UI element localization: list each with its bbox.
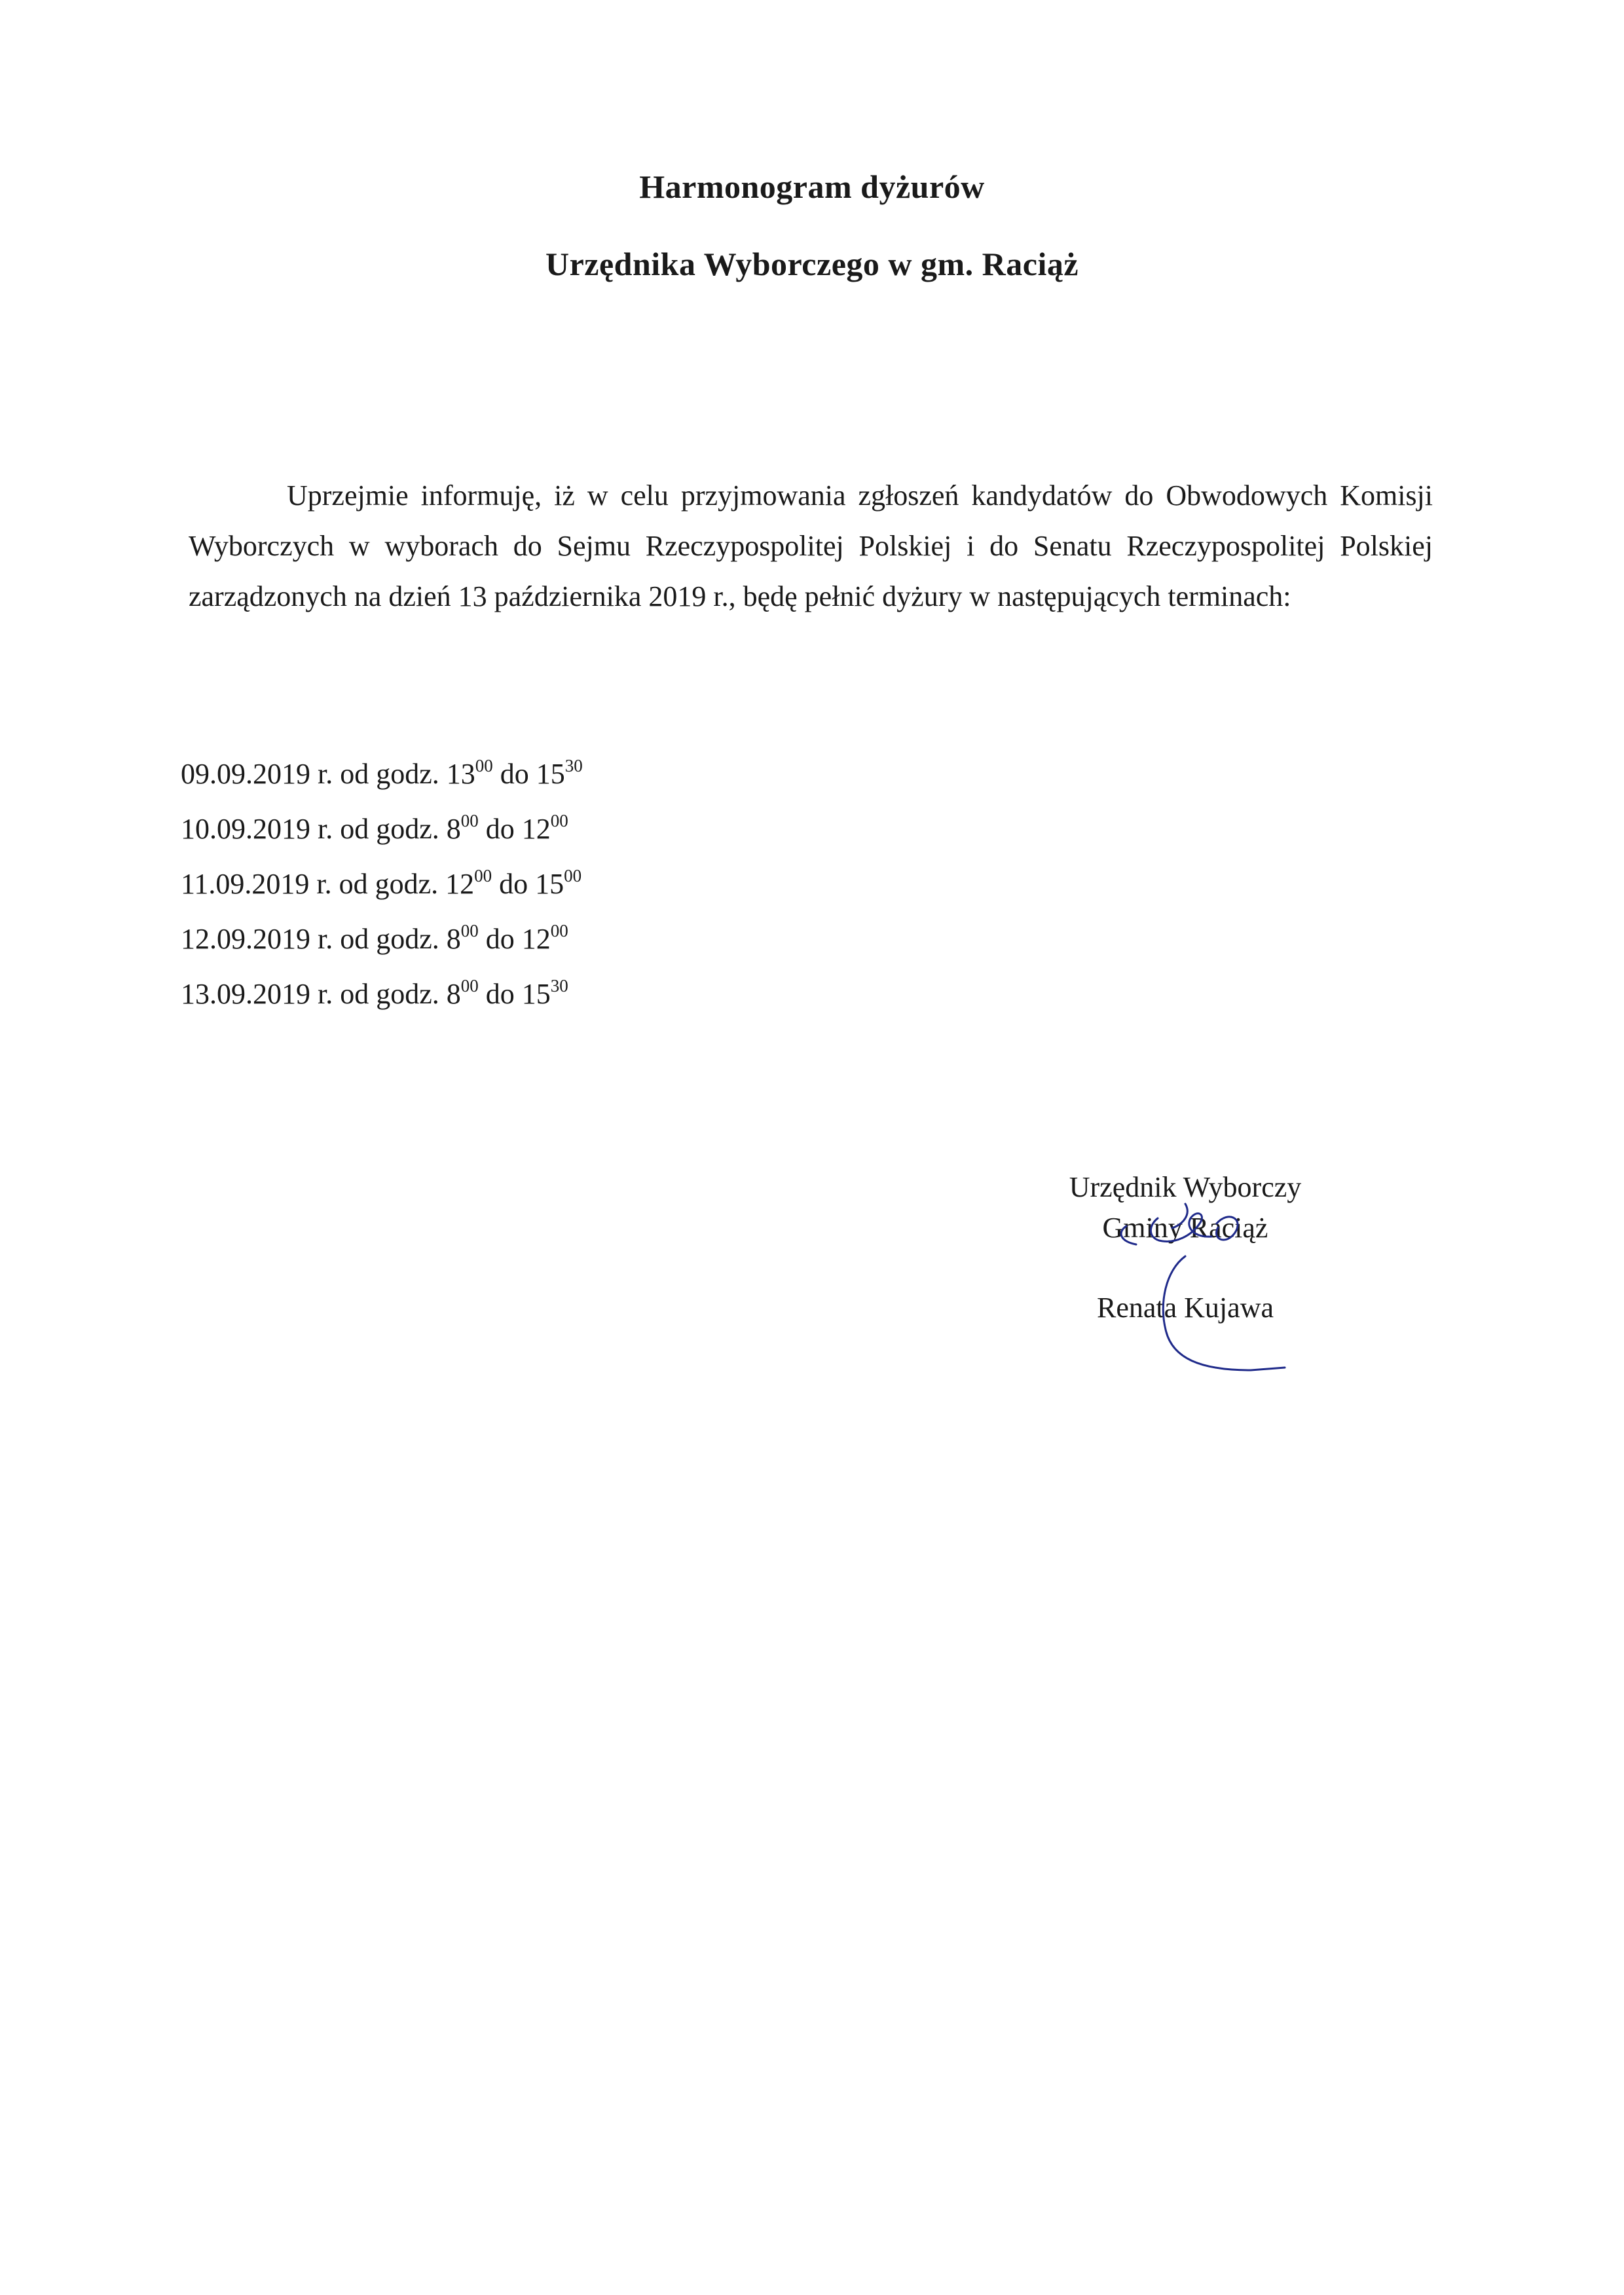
- schedule-from-hour: 8: [446, 978, 461, 1010]
- signatory-role: Urzędnik Wyborczy: [1069, 1171, 1302, 1203]
- handwritten-signature: [1087, 1199, 1310, 1389]
- schedule-from-hour: 8: [446, 813, 461, 845]
- schedule-date: 11.09.2019 r. od godz.: [181, 868, 446, 900]
- schedule-item: [181, 857, 967, 912]
- schedule-from-hour: 12: [445, 868, 475, 900]
- schedule-separator: do: [478, 978, 522, 1010]
- schedule-separator: do: [492, 758, 536, 790]
- schedule-separator: do: [478, 923, 522, 955]
- schedule-to-minutes: 30: [550, 976, 568, 996]
- schedule-to-hour: 15: [535, 868, 564, 900]
- schedule-separator: do: [492, 868, 536, 900]
- schedule-item: [181, 747, 967, 802]
- signatory-municipality: Gminy Raciąż: [1102, 1212, 1268, 1244]
- schedule-from-minutes: 00: [475, 756, 493, 775]
- schedule-to-hour: 15: [536, 758, 565, 790]
- title-line-1: Harmonogram dyżurów: [639, 168, 985, 205]
- schedule-to-minutes: 00: [550, 921, 568, 941]
- schedule-item: [181, 912, 967, 967]
- schedule-date: 09.09.2019 r. od godz.: [181, 758, 447, 790]
- schedule-item: [181, 967, 967, 1022]
- schedule-from-minutes: 00: [460, 921, 479, 941]
- document-title: [0, 170, 1624, 325]
- schedule-separator: do: [478, 813, 522, 845]
- schedule-to-minutes: 00: [550, 811, 568, 830]
- schedule-from-hour: 13: [446, 758, 475, 790]
- schedule-to-minutes: 00: [564, 866, 582, 886]
- schedule-item: [181, 802, 967, 857]
- schedule-from-minutes: 00: [460, 976, 479, 996]
- title-line-2: Urzędnika Wyborczego w gm. Raciąż: [545, 246, 1079, 282]
- schedule-to-hour: 12: [521, 813, 551, 845]
- schedule-date: 13.09.2019 r. od godz.: [181, 978, 447, 1010]
- schedule-date: 10.09.2019 r. od godz.: [181, 813, 447, 845]
- schedule-to-minutes: 30: [564, 756, 583, 775]
- schedule-to-hour: 12: [521, 923, 551, 955]
- schedule-from-minutes: 00: [474, 866, 492, 886]
- schedule-from-hour: 8: [446, 923, 461, 955]
- intro-paragraph: Uprzejmie informuję, iż w celu przyjmowania zgłoszeń kandydatów do Obwodowych Komisji Wyborczych w wyborach do Sejmu Rzeczypospolitej Polskiej i do Senatu Rzeczypospolitej Polskiej zarządzonych na dzień 13 października 2019 r., będę pełnić dyżury w następujących terminach:: [189, 479, 1433, 612]
- schedule-date: 12.09.2019 r. od godz.: [181, 923, 447, 955]
- signatory-name: Renata Kujawa: [1097, 1292, 1274, 1324]
- schedule-to-hour: 15: [521, 978, 551, 1010]
- schedule-from-minutes: 00: [460, 811, 479, 830]
- schedule-list: [181, 747, 967, 1022]
- signature-strokes: [1121, 1204, 1285, 1370]
